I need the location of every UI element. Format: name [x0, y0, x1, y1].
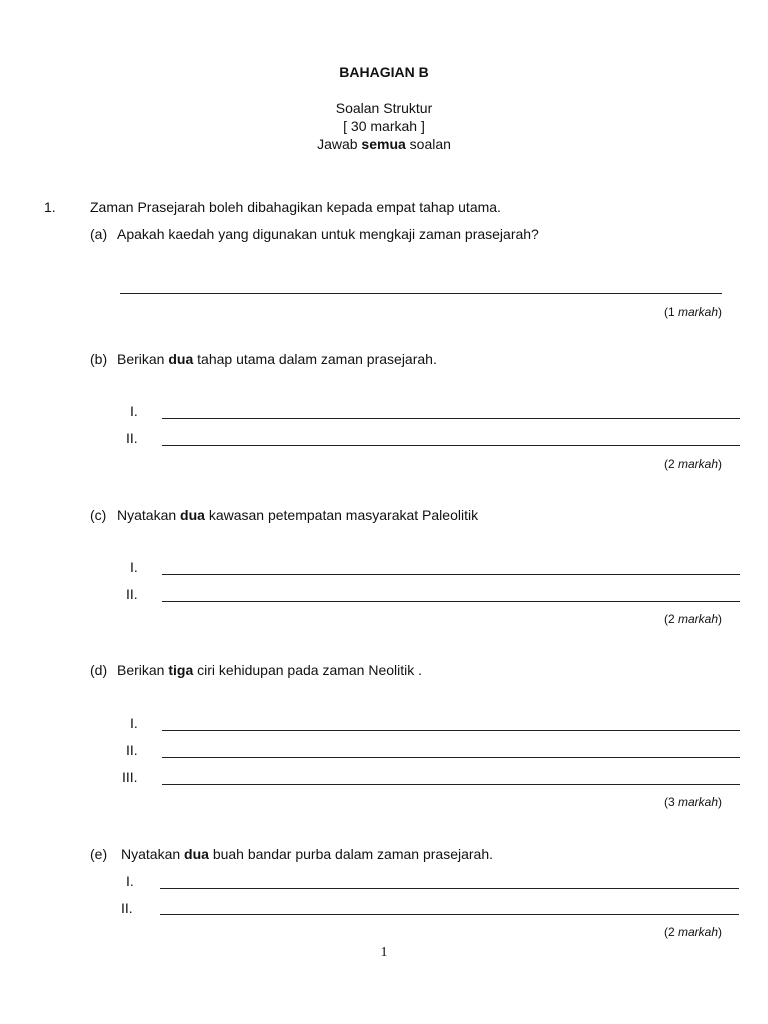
part-b-label: (b): [90, 351, 108, 367]
part-e-marks: (2 markah): [663, 925, 722, 939]
part-b-item-2: II.: [126, 430, 138, 446]
subtitle: Soalan Struktur: [335, 100, 433, 116]
part-d-answer-line-2[interactable]: [162, 757, 740, 758]
section-title: BAHAGIAN B: [339, 64, 429, 80]
part-d-item-2: II.: [126, 742, 138, 758]
instruction-bold: semua: [361, 136, 406, 152]
page-number: 1: [380, 945, 388, 960]
part-c-answer-line-1[interactable]: [162, 574, 740, 575]
total-marks: [ 30 markah ]: [343, 118, 425, 134]
part-b-marks: (2 markah): [663, 457, 722, 471]
part-d-item-3: III.: [122, 769, 138, 785]
part-b-item-1: I.: [130, 403, 138, 419]
part-b-text: Berikan dua tahap utama dalam zaman prasejarah.: [117, 351, 437, 367]
part-e-label: (e): [90, 846, 108, 862]
part-a-answer-line[interactable]: [120, 293, 722, 294]
instruction-post: soalan: [405, 136, 451, 152]
part-d-label: (d): [90, 662, 108, 678]
part-a-label: (a): [90, 226, 108, 242]
part-e-answer-line-1[interactable]: [160, 888, 739, 889]
part-d-answer-line-3[interactable]: [162, 784, 740, 785]
instruction: [0, 136, 768, 152]
part-d-item-1: I.: [130, 715, 138, 731]
part-e-answer-line-2[interactable]: [160, 914, 739, 915]
part-c-item-2: II.: [126, 586, 138, 602]
part-c-label: (c): [90, 507, 107, 523]
part-c-answer-line-2[interactable]: [162, 601, 740, 602]
part-e-item-1: I.: [126, 873, 134, 889]
question-stem: Zaman Prasejarah boleh dibahagikan kepada empat tahap utama.: [90, 199, 501, 215]
part-c-marks: (2 markah): [663, 612, 722, 626]
part-d-marks: (3 markah): [663, 795, 722, 809]
part-d-text: Berikan tiga ciri kehidupan pada zaman Neolitik .: [117, 662, 423, 678]
part-d-answer-line-1[interactable]: [162, 730, 740, 731]
part-c-item-1: I.: [130, 559, 138, 575]
part-c-text: Nyatakan dua kawasan petempatan masyarakat Paleolitik: [117, 507, 479, 523]
question-number: 1.: [44, 199, 56, 215]
part-b-answer-line-1[interactable]: [162, 418, 740, 419]
part-b-answer-line-2[interactable]: [162, 445, 740, 446]
instruction-pre: Jawab: [317, 136, 362, 152]
part-a-text: Apakah kaedah yang digunakan untuk mengkaji zaman prasejarah?: [117, 226, 539, 242]
part-a-marks: (1 markah): [663, 305, 722, 319]
part-e-item-2: II.: [121, 900, 133, 916]
part-e-text: Nyatakan dua buah bandar purba dalam zaman prasejarah.: [121, 846, 494, 862]
